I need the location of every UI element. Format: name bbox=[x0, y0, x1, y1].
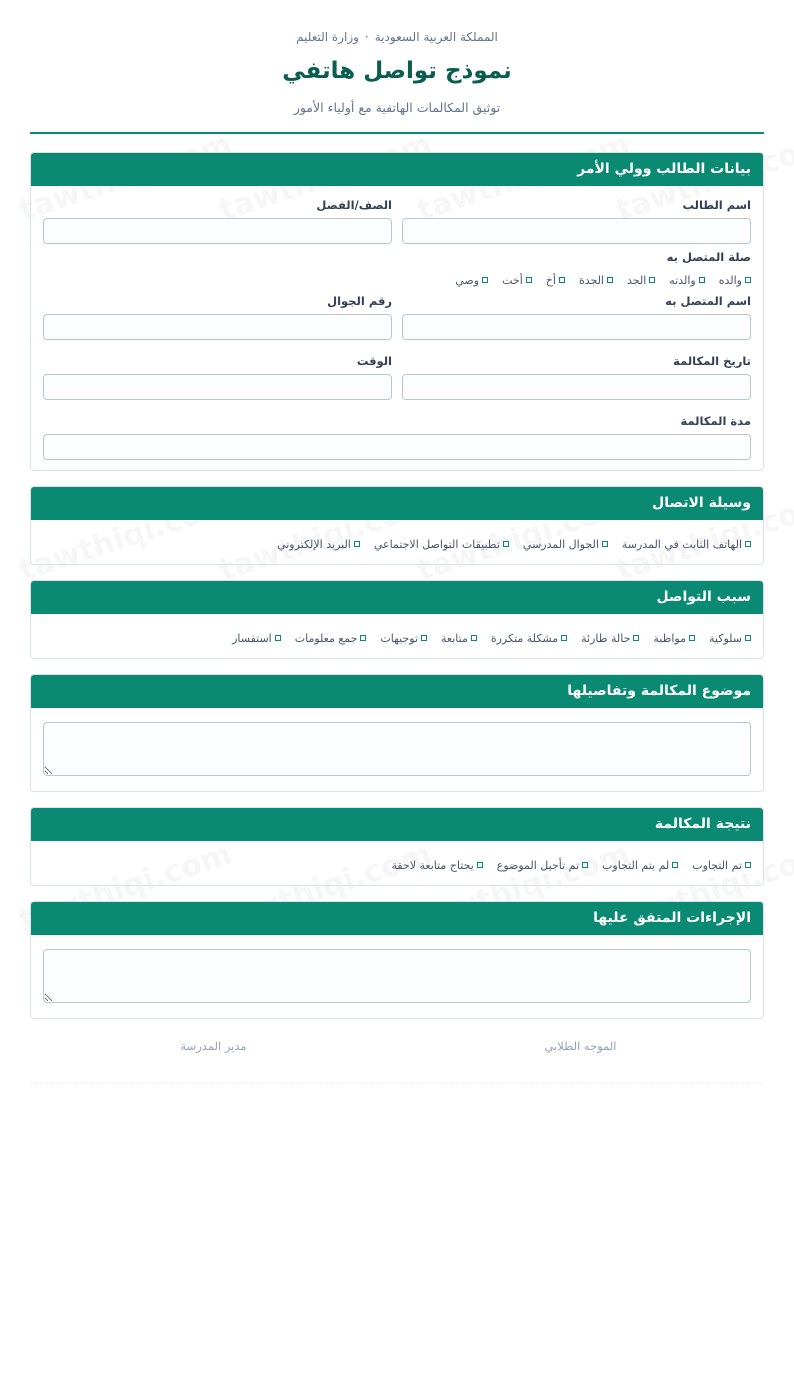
reason-option[interactable]: متابعة bbox=[441, 630, 477, 646]
checkbox-icon[interactable] bbox=[421, 635, 427, 641]
caller-name-field bbox=[402, 292, 751, 340]
principal-signature-label: مدير المدرسة bbox=[180, 1039, 247, 1053]
checkbox-icon[interactable] bbox=[745, 277, 751, 283]
method-option[interactable]: تطبيقات التواصل الاجتماعي bbox=[374, 536, 509, 552]
student-name-label: اسم الطالب bbox=[682, 198, 751, 212]
call-date-input[interactable] bbox=[402, 374, 751, 400]
country-name: المملكة العربية السعودية bbox=[374, 30, 498, 44]
checkbox-icon[interactable] bbox=[526, 277, 532, 283]
reason-option[interactable]: مواظبة bbox=[653, 630, 695, 646]
section-heading: نتيجة المكالمة bbox=[31, 808, 763, 841]
contact-method-section bbox=[30, 486, 764, 565]
duration-label: مدة المكالمة bbox=[680, 414, 751, 428]
time-input[interactable] bbox=[43, 374, 392, 400]
method-option[interactable]: الجوال المدرسي bbox=[523, 536, 608, 552]
contact-reason-options bbox=[43, 630, 751, 646]
call-date-label: تاريخ المكالمة bbox=[673, 354, 751, 368]
section-heading: بيانات الطالب وولي الأمر bbox=[31, 153, 763, 186]
section-heading: موضوع المكالمة وتفاصيلها bbox=[31, 675, 763, 708]
checkbox-icon[interactable] bbox=[582, 862, 588, 868]
form-header bbox=[30, 0, 764, 134]
relation-option[interactable]: والدته bbox=[669, 272, 704, 288]
result-option[interactable]: لم يتم التجاوب bbox=[602, 857, 678, 873]
separator-dot: · bbox=[364, 30, 369, 44]
signature-line bbox=[30, 1083, 764, 1084]
agreed-actions-section bbox=[30, 901, 764, 1019]
result-option[interactable]: تم التجاوب bbox=[692, 857, 751, 873]
checkbox-icon[interactable] bbox=[649, 277, 655, 283]
class-label: الصف/الفصل bbox=[316, 198, 392, 212]
checkbox-icon[interactable] bbox=[689, 635, 695, 641]
page-title: نموذج تواصل هاتفي bbox=[282, 58, 512, 84]
relation-label: صلة المتصل به bbox=[666, 250, 751, 264]
reason-option[interactable]: جمع معلومات bbox=[295, 630, 367, 646]
checkbox-icon[interactable] bbox=[672, 862, 678, 868]
ministry-line bbox=[30, 30, 764, 46]
class-field bbox=[43, 196, 392, 244]
checkbox-icon[interactable] bbox=[482, 277, 488, 283]
caller-name-input[interactable] bbox=[402, 314, 751, 340]
relation-group bbox=[43, 248, 751, 288]
contact-method-options bbox=[43, 536, 751, 552]
signature-row bbox=[30, 1039, 764, 1053]
call-date-field bbox=[402, 352, 751, 400]
relation-option[interactable]: وصي bbox=[455, 272, 488, 288]
student-name-field bbox=[402, 196, 751, 244]
mobile-label: رقم الجوال bbox=[327, 294, 392, 308]
caller-name-label: اسم المتصل به bbox=[665, 294, 751, 308]
checkbox-icon[interactable] bbox=[477, 862, 483, 868]
result-option[interactable]: يحتاج متابعة لاحقة bbox=[391, 857, 482, 873]
relation-option[interactable]: الجدة bbox=[579, 272, 613, 288]
checkbox-icon[interactable] bbox=[559, 277, 565, 283]
duration-field bbox=[43, 412, 751, 460]
student-name-input[interactable] bbox=[402, 218, 751, 244]
contact-reason-section bbox=[30, 580, 764, 659]
checkbox-icon[interactable] bbox=[354, 541, 360, 547]
reason-option[interactable]: توجيهات bbox=[380, 630, 427, 646]
checkbox-icon[interactable] bbox=[745, 541, 751, 547]
checkbox-icon[interactable] bbox=[602, 541, 608, 547]
checkbox-icon[interactable] bbox=[633, 635, 639, 641]
time-field bbox=[43, 352, 392, 400]
checkbox-icon[interactable] bbox=[503, 541, 509, 547]
method-option[interactable]: البريد الإلكتروني bbox=[277, 536, 360, 552]
call-result-section bbox=[30, 807, 764, 886]
relation-option[interactable]: والده bbox=[719, 272, 751, 288]
reason-option[interactable]: سلوكية bbox=[709, 630, 751, 646]
reason-option[interactable]: مشكلة متكررة bbox=[491, 630, 567, 646]
page-subtitle: توثيق المكالمات الهاتفية مع أولياء الأمور bbox=[293, 100, 501, 115]
mobile-input[interactable] bbox=[43, 314, 392, 340]
checkbox-icon[interactable] bbox=[607, 277, 613, 283]
method-option[interactable]: الهاتف الثابت في المدرسة bbox=[622, 536, 751, 552]
duration-input[interactable] bbox=[43, 434, 751, 460]
time-label: الوقت bbox=[356, 354, 392, 368]
relation-options bbox=[43, 272, 751, 288]
checkbox-icon[interactable] bbox=[561, 635, 567, 641]
agreed-actions-textarea[interactable] bbox=[43, 949, 751, 1003]
section-heading: سبب التواصل bbox=[31, 581, 763, 614]
reason-option[interactable]: استفسار bbox=[232, 630, 281, 646]
reason-option[interactable]: حالة طارئة bbox=[581, 630, 639, 646]
student-info-section bbox=[30, 152, 764, 471]
ministry-name: وزارة التعليم bbox=[296, 30, 359, 44]
checkbox-icon[interactable] bbox=[275, 635, 281, 641]
section-heading: وسيلة الاتصال bbox=[31, 487, 763, 520]
header-divider bbox=[30, 132, 764, 134]
call-topic-textarea[interactable] bbox=[43, 722, 751, 776]
call-topic-section bbox=[30, 674, 764, 792]
checkbox-icon[interactable] bbox=[360, 635, 366, 641]
class-input[interactable] bbox=[43, 218, 392, 244]
checkbox-icon[interactable] bbox=[745, 635, 751, 641]
relation-option[interactable]: الجد bbox=[627, 272, 655, 288]
checkbox-icon[interactable] bbox=[745, 862, 751, 868]
checkbox-icon[interactable] bbox=[699, 277, 705, 283]
section-heading: الإجراءات المتفق عليها bbox=[31, 902, 763, 935]
result-option[interactable]: تم تأجيل الموضوع bbox=[497, 857, 588, 873]
call-result-options bbox=[43, 857, 751, 873]
relation-option[interactable]: أخت bbox=[502, 272, 532, 288]
relation-option[interactable]: أخ bbox=[546, 272, 565, 288]
mobile-field bbox=[43, 292, 392, 340]
checkbox-icon[interactable] bbox=[471, 635, 477, 641]
counselor-signature-label: الموجه الطلابي bbox=[544, 1039, 617, 1053]
